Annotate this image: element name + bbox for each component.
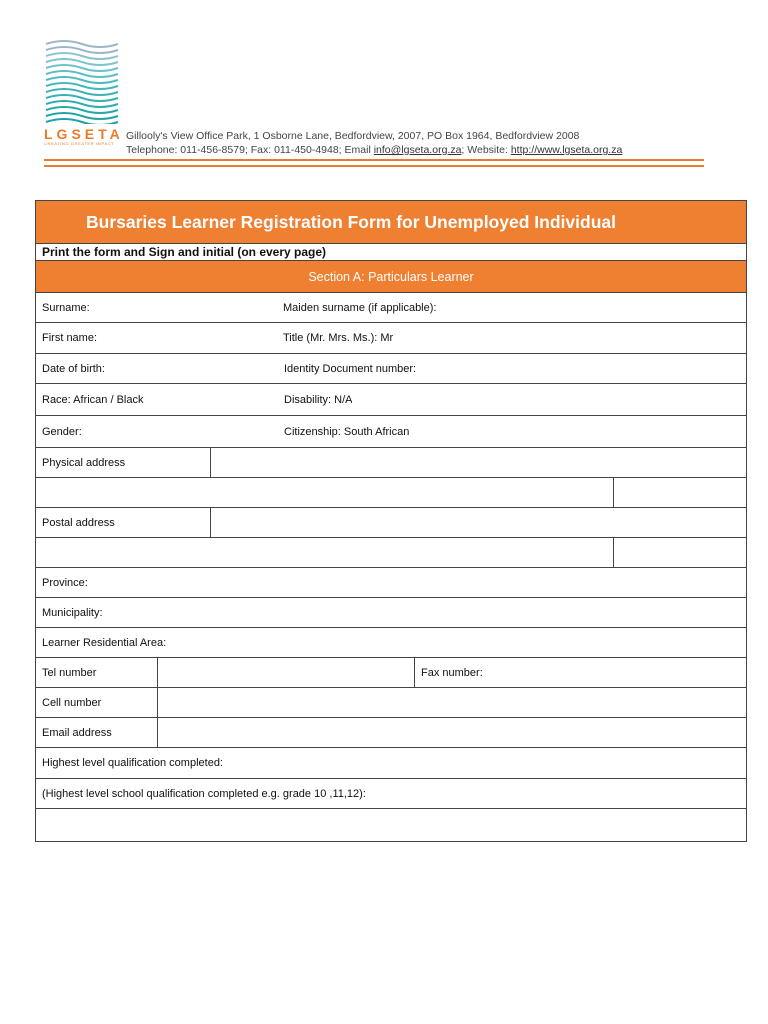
tel-number-input[interactable] — [158, 658, 415, 687]
logo-text: LGSETA — [44, 126, 124, 142]
row-dob — [36, 354, 746, 384]
contact-line — [126, 144, 622, 156]
postal-address-line2-input[interactable] — [36, 538, 614, 567]
title-field[interactable]: Title (Mr. Mrs. Ms.): Mr — [283, 332, 394, 344]
physical-address-line2-input[interactable] — [36, 478, 614, 507]
row-province — [36, 568, 746, 598]
residential-area-field[interactable]: Learner Residential Area: — [42, 636, 167, 649]
cell-number-label: Cell number — [36, 688, 158, 717]
date-of-birth-field[interactable]: Date of birth: — [42, 362, 105, 375]
surname-field[interactable]: Surname: — [42, 301, 90, 314]
row-residential-area — [36, 628, 746, 658]
website-label: ; Website: — [461, 144, 511, 156]
row-postal-address — [36, 508, 746, 538]
municipality-field[interactable]: Municipality: — [42, 606, 103, 619]
section-a-title: Section A: Particulars Learner — [36, 261, 746, 293]
row-cell — [36, 688, 746, 718]
cell-number-input[interactable] — [158, 688, 746, 717]
email-link[interactable]: info@lgseta.org.za — [373, 144, 462, 156]
form-title: Bursaries Learner Registration Form for Unemployed Individual — [36, 201, 746, 244]
row-first-name — [36, 323, 746, 354]
id-number-field[interactable]: Identity Document number: — [284, 362, 417, 375]
physical-address-input[interactable] — [211, 448, 746, 477]
office-address: Gillooly's View Office Park, 1 Osborne Lane, Bedfordview, 2007, PO Box 1964, Bedfordview 2008 — [126, 130, 580, 142]
row-physical-address-cont — [36, 478, 746, 508]
lgseta-logo-waves-icon — [44, 38, 120, 124]
citizenship-field[interactable]: Citizenship: South African — [284, 425, 410, 438]
postal-address-code-input[interactable] — [614, 538, 746, 567]
race-field[interactable]: Race: African / Black — [42, 393, 144, 406]
qualification-answer-input[interactable] — [36, 809, 746, 841]
tel-number-label: Tel number — [36, 658, 158, 687]
physical-address-label: Physical address — [36, 448, 211, 477]
disability-field[interactable]: Disability: N/A — [284, 393, 353, 406]
print-instruction: Print the form and Sign and initial (on every page) — [36, 244, 746, 261]
email-address-label: Email address — [36, 718, 158, 747]
row-postal-address-cont — [36, 538, 746, 568]
row-surname — [36, 293, 746, 323]
postal-address-input[interactable] — [211, 508, 746, 537]
header-divider-top — [44, 159, 704, 161]
header-divider-bottom — [44, 165, 704, 167]
row-municipality — [36, 598, 746, 628]
province-field[interactable]: Province: — [42, 576, 88, 589]
highest-qualification-field[interactable]: Highest level qualification completed: — [42, 757, 223, 769]
school-qualification-field[interactable]: (Highest level school qualification completed e.g. grade 10 ,11,12): — [42, 787, 366, 800]
fax-number-field[interactable]: Fax number: — [421, 666, 483, 679]
row-email — [36, 718, 746, 748]
gender-field[interactable]: Gender: — [42, 425, 82, 438]
website-link[interactable]: http://www.lgseta.org.za — [510, 144, 623, 156]
physical-address-code-input[interactable] — [614, 478, 746, 507]
first-name-field[interactable]: First name: — [42, 332, 98, 344]
row-highest-qualification — [36, 748, 746, 779]
registration-form — [35, 200, 747, 842]
row-school-qualification — [36, 779, 746, 809]
email-address-input[interactable] — [158, 718, 746, 747]
row-qualification-answer — [36, 809, 746, 841]
maiden-surname-field[interactable]: Maiden surname (if applicable): — [283, 301, 437, 314]
row-tel — [36, 658, 746, 688]
row-physical-address — [36, 448, 746, 478]
row-race — [36, 384, 746, 416]
postal-address-label: Postal address — [36, 508, 211, 537]
logo-tagline: CREATING GREATER IMPACT — [44, 141, 115, 146]
row-gender — [36, 416, 746, 448]
contact-numbers: Telephone: 011-456-8579; Fax: 011-450-4948; Email — [126, 144, 374, 156]
